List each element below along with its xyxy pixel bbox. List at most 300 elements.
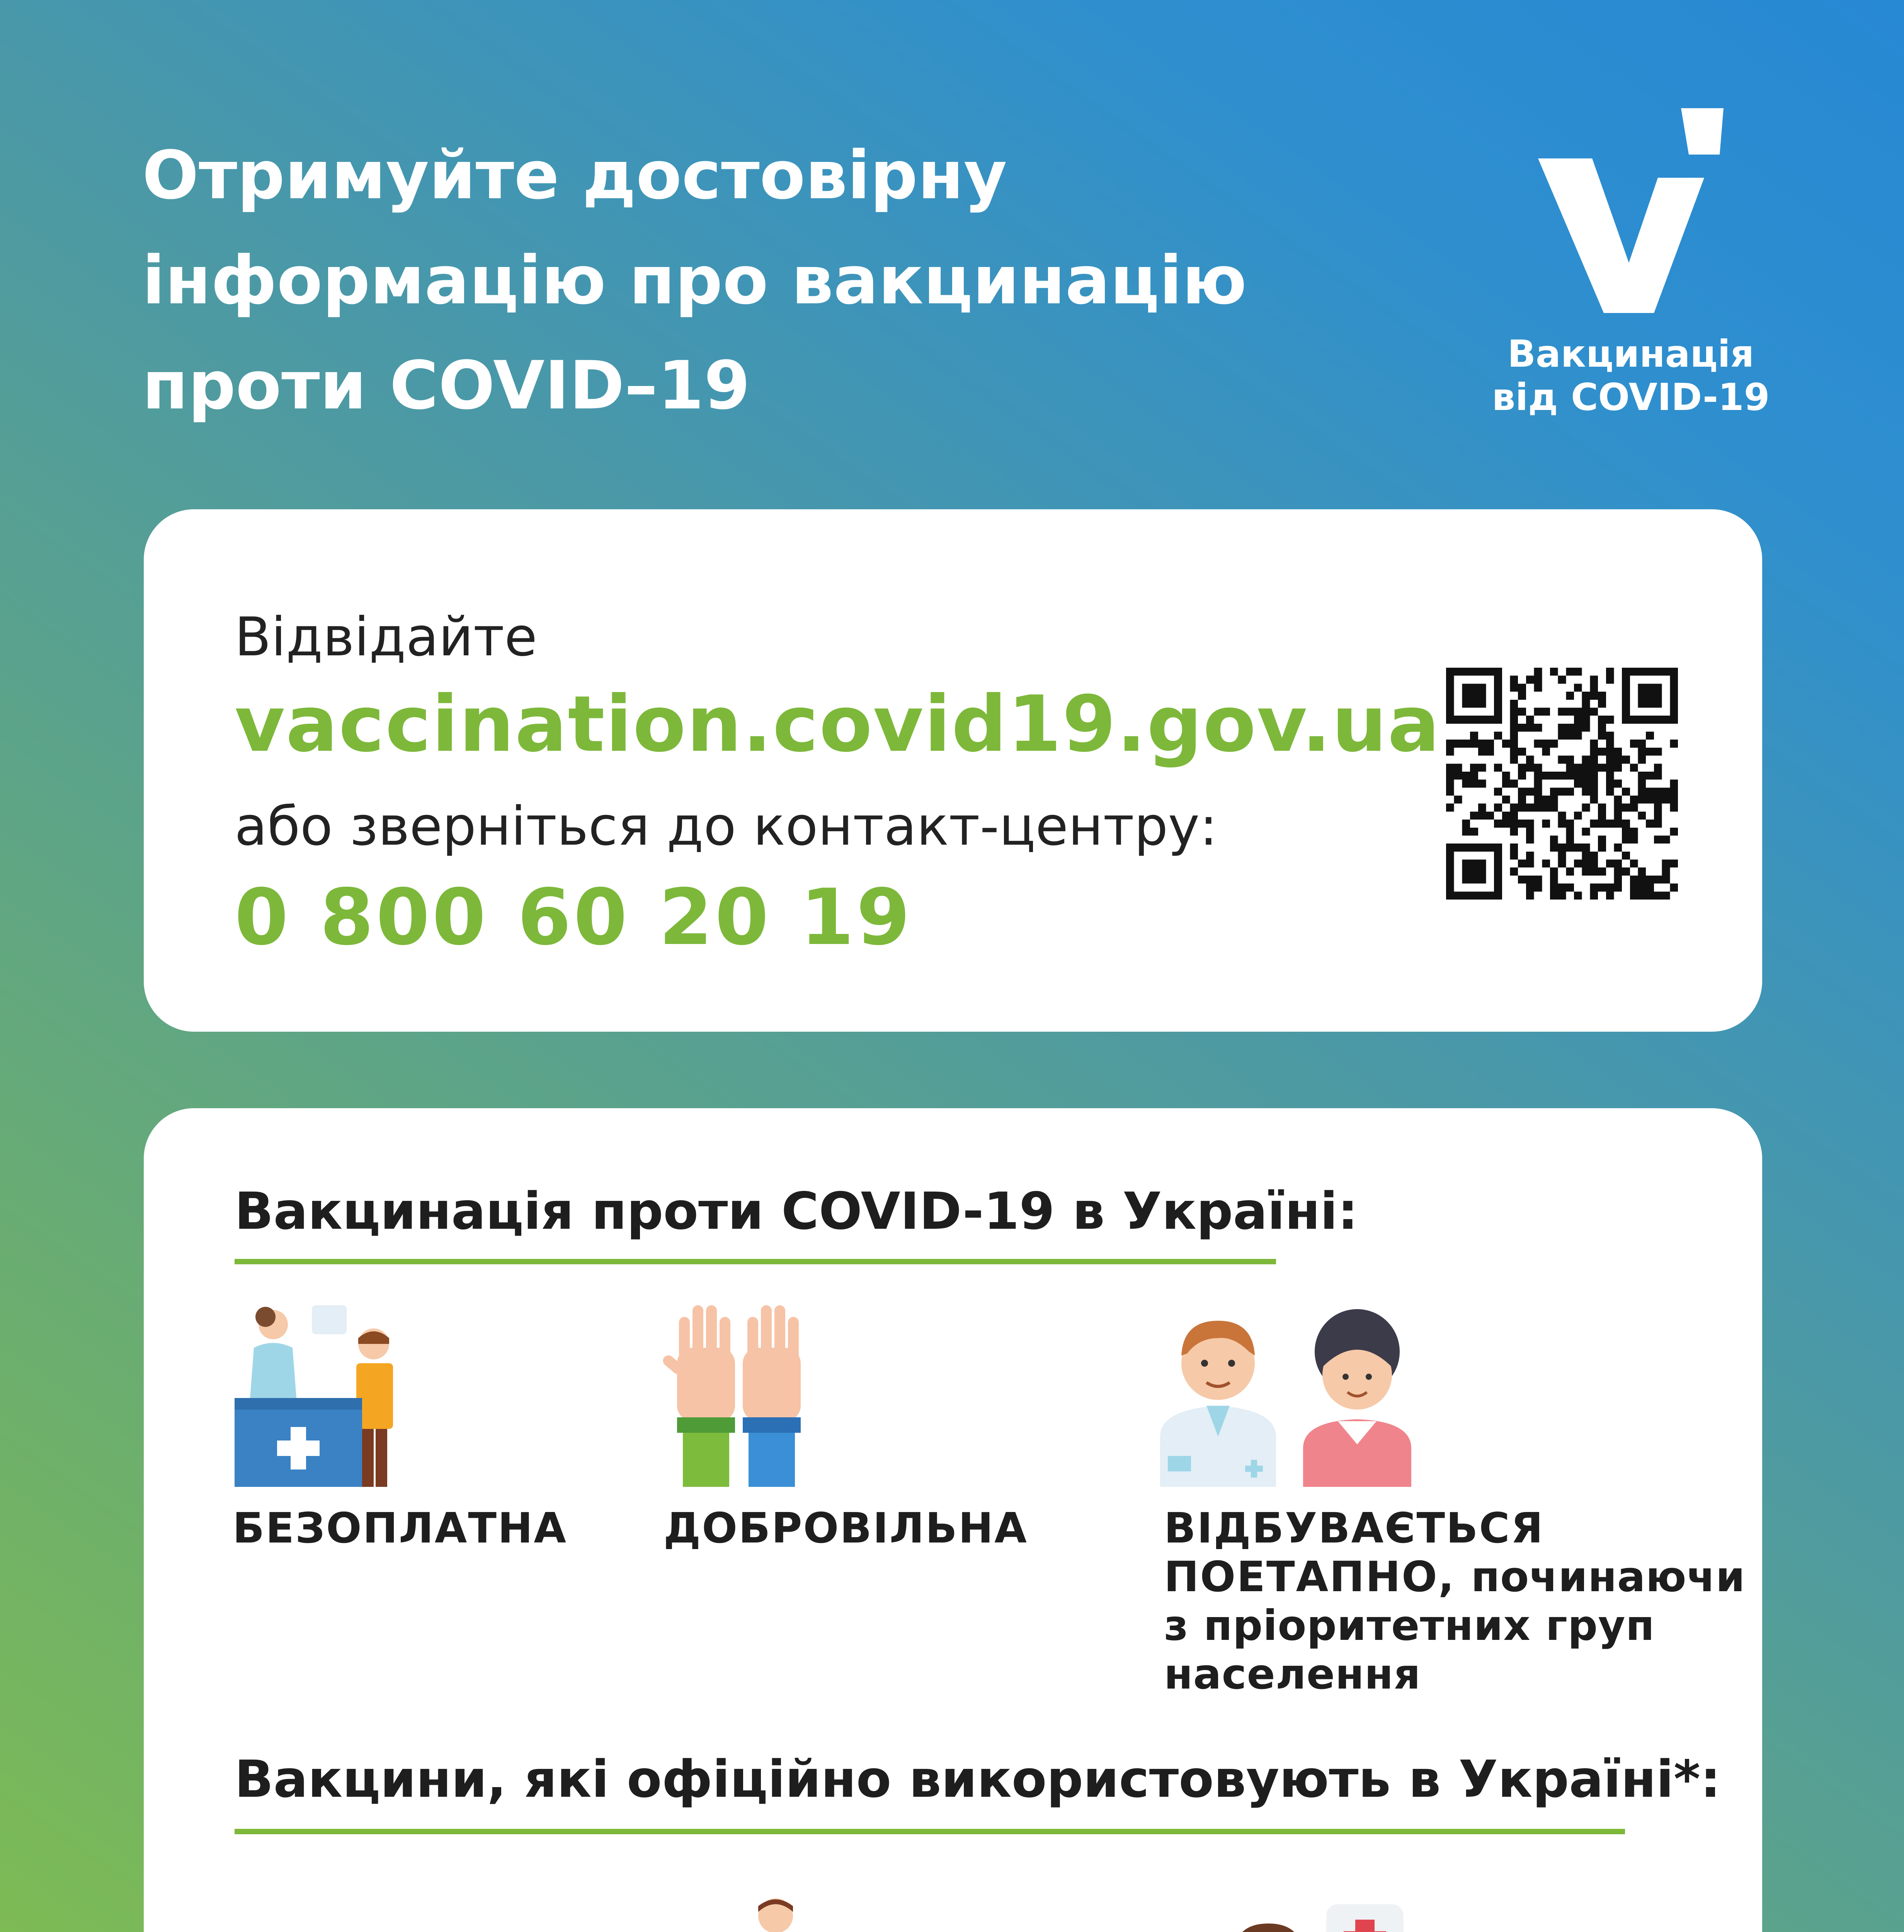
qr-module [1654, 668, 1662, 676]
qr-module [1462, 891, 1470, 900]
qr-module [1518, 860, 1526, 868]
qr-module [1598, 748, 1606, 756]
qr-module [1670, 700, 1678, 708]
qr-module [1446, 707, 1454, 716]
qr-module [1446, 780, 1454, 788]
qr-module [1566, 707, 1574, 716]
qr-module [1622, 787, 1630, 796]
qr-module [1518, 692, 1526, 700]
qr-module [1502, 796, 1510, 804]
qr-module [1670, 860, 1678, 868]
qr-module [1646, 796, 1654, 804]
qr-module [1598, 844, 1606, 852]
qr-module [1510, 867, 1518, 876]
qr-module [1558, 707, 1566, 716]
qr-module [1454, 772, 1462, 780]
qr-module [1566, 867, 1574, 876]
qr-module [1670, 828, 1678, 836]
qr-module [1606, 820, 1614, 828]
qr-module [1478, 740, 1486, 748]
qr-module [1646, 716, 1654, 724]
qr-module [1630, 884, 1638, 892]
qr-module [1566, 787, 1574, 796]
qr-module [1478, 700, 1486, 708]
qr-module [1654, 876, 1662, 884]
qr-module [1494, 732, 1502, 740]
qr-module [1502, 772, 1510, 780]
qr-module [1446, 748, 1454, 756]
qr-module [1670, 668, 1678, 676]
qr-module [1526, 820, 1534, 828]
qr-module [1526, 828, 1534, 836]
qr-module [1526, 764, 1534, 772]
qr-module [1470, 876, 1478, 884]
qr-module [1598, 716, 1606, 724]
qr-module [1518, 796, 1526, 804]
qr-module [1462, 692, 1470, 700]
qr-module [1534, 876, 1542, 884]
qr-module [1494, 787, 1502, 796]
qr-module [1638, 772, 1646, 780]
qr-module [1462, 820, 1470, 828]
label-phased-line-1: ВІДБУВАЄТЬСЯ [1164, 1504, 1544, 1553]
label-phased-line-3: з пріоритетних груп [1164, 1602, 1655, 1650]
qr-module [1582, 692, 1590, 700]
qr-module [1558, 844, 1566, 852]
qr-module [1454, 891, 1462, 900]
qr-module [1446, 852, 1454, 860]
info-card [144, 1108, 1762, 1932]
headline-line-2: інформацію про вакцинацію [142, 242, 1247, 319]
section-title-vaccination: Вакцинація проти COVID-19 в Україні: [235, 1182, 1358, 1241]
qr-module [1526, 852, 1534, 860]
doctor-medical-cross-icon [1164, 1904, 1427, 1932]
qr-module [1494, 820, 1502, 828]
label-phased-line-2 [1164, 1553, 1745, 1602]
qr-module [1598, 811, 1606, 820]
qr-module [1550, 876, 1558, 884]
qr-module [1526, 724, 1534, 732]
qr-module [1638, 811, 1646, 820]
person-with-viruses-icon [664, 1896, 888, 1932]
qr-module [1510, 748, 1518, 756]
qr-module [1518, 684, 1526, 692]
qr-module [1582, 867, 1590, 876]
qr-code-icon[interactable] [1446, 668, 1678, 900]
qr-module [1566, 820, 1574, 828]
qr-module [1606, 732, 1614, 740]
logo-caption [1461, 332, 1801, 419]
qr-module [1462, 828, 1470, 836]
section-divider [235, 1259, 1276, 1264]
label-phased [1164, 1504, 1745, 1699]
qr-module [1526, 891, 1534, 900]
qr-module [1534, 780, 1542, 788]
qr-module [1590, 860, 1598, 868]
qr-module [1526, 676, 1534, 684]
phone-number[interactable]: 0 800 60 20 19 [235, 872, 913, 963]
qr-module [1606, 740, 1614, 748]
qr-module [1662, 716, 1670, 724]
label-phased-caps: ПОЕТАПНО, [1164, 1553, 1455, 1601]
qr-module [1558, 860, 1566, 868]
qr-module [1446, 867, 1454, 876]
qr-module [1662, 860, 1670, 868]
qr-module [1574, 772, 1582, 780]
qr-module [1574, 724, 1582, 732]
qr-module [1622, 707, 1630, 716]
qr-module [1654, 796, 1662, 804]
qr-module [1590, 756, 1598, 764]
qr-module [1614, 780, 1622, 788]
qr-module [1494, 692, 1502, 700]
qr-module [1638, 668, 1646, 676]
qr-module [1558, 852, 1566, 860]
qr-module [1590, 764, 1598, 772]
qr-module [1510, 724, 1518, 732]
qr-module [1470, 692, 1478, 700]
qr-module [1550, 668, 1558, 676]
qr-module [1646, 787, 1654, 796]
qr-module [1454, 716, 1462, 724]
qr-module [1638, 780, 1646, 788]
qr-module [1582, 707, 1590, 716]
qr-module [1510, 707, 1518, 716]
qr-module [1494, 676, 1502, 684]
qr-module [1550, 787, 1558, 796]
qr-module [1526, 787, 1534, 796]
qr-module [1454, 796, 1462, 804]
section-title-vaccines: Вакцини, які офіційно використовують в Україні*: [235, 1750, 1721, 1809]
qr-module [1574, 844, 1582, 852]
qr-module [1606, 668, 1614, 676]
qr-module [1518, 707, 1526, 716]
visit-text: Відвідайте [235, 606, 538, 668]
qr-module [1582, 772, 1590, 780]
qr-module [1510, 716, 1518, 724]
qr-module [1566, 835, 1574, 844]
qr-module [1654, 748, 1662, 756]
qr-module [1502, 780, 1510, 788]
qr-module [1574, 716, 1582, 724]
qr-module [1470, 700, 1478, 708]
qr-module [1638, 716, 1646, 724]
qr-module [1510, 676, 1518, 684]
qr-module [1470, 828, 1478, 836]
qr-module [1638, 867, 1646, 876]
qr-module [1606, 891, 1614, 900]
qr-module [1598, 884, 1606, 892]
qr-module [1518, 820, 1526, 828]
qr-module [1446, 772, 1454, 780]
qr-module [1670, 796, 1678, 804]
qr-module [1638, 787, 1646, 796]
qr-module [1566, 692, 1574, 700]
qr-module [1470, 684, 1478, 692]
qr-module [1454, 844, 1462, 852]
qr-module [1542, 804, 1550, 812]
qr-module [1446, 891, 1454, 900]
contact-center-text: або зверніться до контакт-центру: [235, 795, 1218, 857]
qr-module [1502, 811, 1510, 820]
qr-module [1534, 764, 1542, 772]
qr-module [1454, 764, 1462, 772]
qr-module [1494, 884, 1502, 892]
qr-module [1534, 707, 1542, 716]
qr-module [1646, 820, 1654, 828]
headline-line-1: Отримуйте достовірну [142, 136, 1007, 214]
qr-module [1606, 884, 1614, 892]
qr-module [1654, 700, 1662, 708]
qr-module [1542, 748, 1550, 756]
qr-module [1654, 891, 1662, 900]
qr-module [1470, 844, 1478, 852]
qr-module [1510, 684, 1518, 692]
qr-module [1470, 780, 1478, 788]
qr-module [1478, 867, 1486, 876]
qr-module [1446, 684, 1454, 692]
qr-module [1558, 756, 1566, 764]
qr-module [1494, 867, 1502, 876]
qr-module [1638, 884, 1646, 892]
qr-module [1478, 876, 1486, 884]
label-voluntary: ДОБРОВІЛЬНА [664, 1504, 1028, 1553]
qr-module [1622, 820, 1630, 828]
qr-module [1614, 804, 1622, 812]
qr-module [1478, 748, 1486, 756]
qr-module [1518, 772, 1526, 780]
qr-module [1590, 820, 1598, 828]
qr-module [1534, 787, 1542, 796]
qr-module [1550, 772, 1558, 780]
qr-module [1614, 860, 1622, 868]
qr-module [1494, 707, 1502, 716]
qr-module [1526, 884, 1534, 892]
qr-module [1646, 884, 1654, 892]
qr-module [1526, 835, 1534, 844]
qr-module [1574, 764, 1582, 772]
qr-module [1614, 811, 1622, 820]
qr-module [1638, 796, 1646, 804]
qr-module [1478, 692, 1486, 700]
qr-module [1566, 844, 1574, 852]
qr-module [1574, 780, 1582, 788]
qr-module [1670, 780, 1678, 788]
qr-module [1638, 684, 1646, 692]
qr-module [1518, 787, 1526, 796]
qr-module [1662, 891, 1670, 900]
qr-module [1510, 828, 1518, 836]
qr-module [1510, 732, 1518, 740]
qr-module [1494, 804, 1502, 812]
qr-module [1638, 692, 1646, 700]
qr-module [1470, 811, 1478, 820]
qr-module [1446, 692, 1454, 700]
qr-module [1558, 891, 1566, 900]
qr-module [1574, 891, 1582, 900]
qr-module [1510, 852, 1518, 860]
qr-module [1494, 844, 1502, 852]
qr-module [1590, 748, 1598, 756]
qr-module [1542, 707, 1550, 716]
qr-module [1582, 780, 1590, 788]
qr-module [1510, 804, 1518, 812]
label-free: БЕЗОПЛАТНА [233, 1504, 567, 1553]
qr-module [1470, 716, 1478, 724]
qr-module [1646, 692, 1654, 700]
qr-module [1670, 716, 1678, 724]
qr-module [1646, 700, 1654, 708]
qr-module [1670, 676, 1678, 684]
qr-module [1606, 772, 1614, 780]
qr-module [1622, 804, 1630, 812]
qr-module [1550, 740, 1558, 748]
qr-module [1510, 811, 1518, 820]
vaccination-v-logo-icon [1530, 104, 1731, 321]
qr-module [1566, 668, 1574, 676]
qr-module [1662, 876, 1670, 884]
qr-module [1598, 820, 1606, 828]
qr-module [1606, 676, 1614, 684]
qr-module [1598, 732, 1606, 740]
qr-module [1446, 876, 1454, 884]
qr-module [1638, 891, 1646, 900]
headline [142, 123, 1417, 438]
qr-module [1558, 884, 1566, 892]
qr-module [1646, 732, 1654, 740]
qr-module [1550, 884, 1558, 892]
doctor-and-elderly-woman-icon [1156, 1309, 1419, 1487]
qr-module [1590, 707, 1598, 716]
qr-module [1598, 764, 1606, 772]
qr-module [1542, 860, 1550, 868]
qr-module [1462, 700, 1470, 708]
qr-module [1598, 867, 1606, 876]
qr-module [1534, 668, 1542, 676]
qr-module [1558, 820, 1566, 828]
qr-module [1550, 844, 1558, 852]
qr-module [1510, 740, 1518, 748]
qr-module [1550, 835, 1558, 844]
qr-module [1590, 676, 1598, 684]
qr-module [1534, 804, 1542, 812]
qr-module [1526, 876, 1534, 884]
qr-module [1446, 860, 1454, 868]
qr-module [1622, 852, 1630, 860]
qr-module [1630, 860, 1638, 868]
qr-module [1518, 804, 1526, 812]
qr-module [1526, 860, 1534, 868]
qr-module [1558, 732, 1566, 740]
qr-module [1622, 676, 1630, 684]
qr-module [1462, 684, 1470, 692]
qr-module [1486, 668, 1494, 676]
qr-module [1654, 820, 1662, 828]
qr-module [1638, 876, 1646, 884]
qr-module [1654, 787, 1662, 796]
qr-module [1582, 828, 1590, 836]
qr-module [1462, 876, 1470, 884]
qr-module [1614, 796, 1622, 804]
qr-module [1630, 740, 1638, 748]
qr-module [1670, 684, 1678, 692]
qr-module [1606, 860, 1614, 868]
qr-module [1518, 876, 1526, 884]
qr-module [1478, 860, 1486, 868]
qr-module [1446, 764, 1454, 772]
qr-module [1446, 716, 1454, 724]
qr-module [1590, 891, 1598, 900]
qr-module [1478, 684, 1486, 692]
qr-module [1478, 716, 1486, 724]
qr-module [1622, 828, 1630, 836]
qr-module [1582, 764, 1590, 772]
qr-module [1630, 764, 1638, 772]
qr-module [1614, 820, 1622, 828]
qr-module [1470, 867, 1478, 876]
website-link[interactable]: vaccination.covid19.gov.ua [235, 679, 1441, 769]
qr-module [1654, 804, 1662, 812]
qr-module [1462, 867, 1470, 876]
qr-module [1470, 668, 1478, 676]
qr-module [1454, 668, 1462, 676]
qr-module [1582, 716, 1590, 724]
qr-module [1550, 796, 1558, 804]
qr-module [1582, 787, 1590, 796]
raised-hands-icon [662, 1301, 816, 1487]
qr-module [1638, 748, 1646, 756]
qr-module [1534, 796, 1542, 804]
qr-module [1590, 867, 1598, 876]
qr-module [1654, 684, 1662, 692]
qr-module [1630, 835, 1638, 844]
qr-module [1606, 756, 1614, 764]
qr-module [1654, 811, 1662, 820]
qr-module [1670, 692, 1678, 700]
qr-module [1670, 707, 1678, 716]
qr-module [1582, 804, 1590, 812]
qr-module [1670, 740, 1678, 748]
qr-module [1614, 764, 1622, 772]
qr-module [1590, 780, 1598, 788]
qr-module [1638, 700, 1646, 708]
qr-module [1646, 772, 1654, 780]
qr-module [1646, 876, 1654, 884]
qr-module [1494, 700, 1502, 708]
qr-module [1574, 811, 1582, 820]
qr-module [1550, 867, 1558, 876]
qr-module [1558, 772, 1566, 780]
qr-module [1582, 844, 1590, 852]
qr-module [1670, 884, 1678, 892]
qr-module [1574, 684, 1582, 692]
qr-module [1446, 884, 1454, 892]
qr-module [1614, 876, 1622, 884]
qr-module [1534, 772, 1542, 780]
headline-line-3: проти COVID–19 [142, 347, 750, 424]
qr-module [1614, 867, 1622, 876]
qr-module [1614, 756, 1622, 764]
qr-module [1574, 860, 1582, 868]
qr-module [1582, 700, 1590, 708]
qr-module [1630, 828, 1638, 836]
qr-module [1470, 740, 1478, 748]
qr-module [1662, 796, 1670, 804]
qr-module [1566, 724, 1574, 732]
qr-module [1566, 764, 1574, 772]
qr-module [1478, 764, 1486, 772]
section-divider [235, 1829, 1625, 1834]
